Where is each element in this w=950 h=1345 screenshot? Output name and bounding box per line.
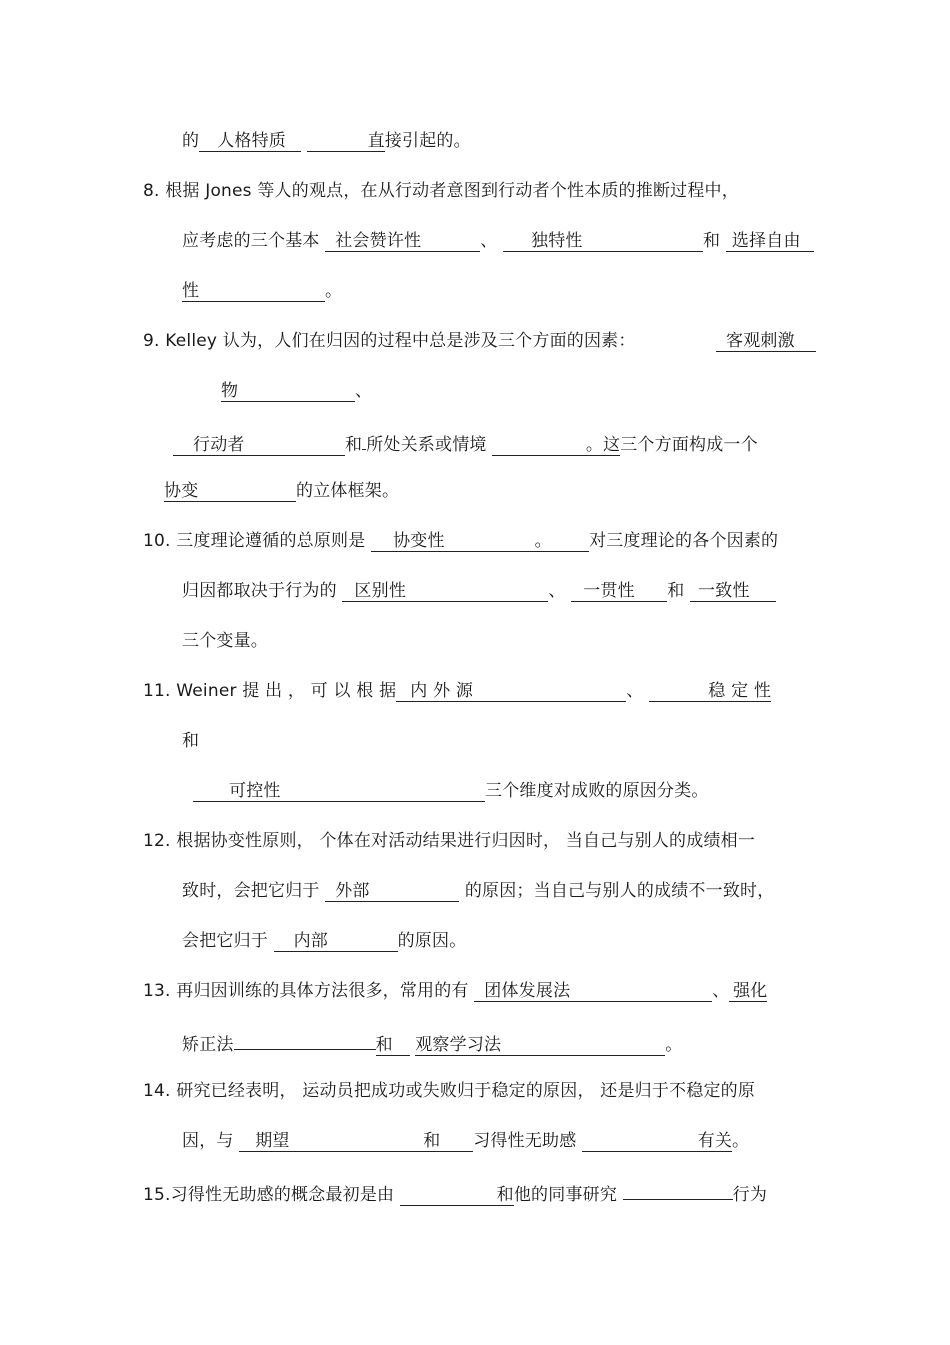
q14-answer-2: 习得性无助感	[473, 1131, 577, 1151]
q9-answer-3: 所处关系或情境	[366, 435, 487, 455]
q9-answer-1a: 客观刺激	[716, 331, 816, 352]
q12-answer-1: 外部	[325, 881, 459, 902]
q15-line-1	[143, 1179, 767, 1203]
q9-answer-1b: 物	[221, 381, 355, 402]
q12-text-1: 根据协变性原则， 个体在对活动结果进行归因时， 当自己与别人的成绩相一	[176, 831, 756, 851]
q11-text-1: Weiner 提 出 ， 可 以 根 据	[176, 681, 397, 701]
q9-text-end: 的立体框架。	[296, 481, 400, 501]
q10-answer-1: 协变性 。	[371, 531, 589, 552]
q12-line-2	[182, 879, 774, 903]
q8-intro: 根据 Jones 等人的观点，在从行动者意图到行动者个性本质的推断过程中，	[165, 181, 739, 201]
q8-line-3	[182, 279, 342, 303]
q12-text-2: 致时，会把它归于	[182, 881, 320, 901]
q7-text: 的	[182, 131, 200, 151]
q15-text-2: 他的同事研究	[513, 1185, 618, 1205]
q13-answer-1: 团体发展法	[474, 981, 712, 1002]
q15-number: 15.	[143, 1185, 171, 1205]
q13-answer-3: 观察学习法	[415, 1035, 665, 1056]
q15-text-3: 行为	[732, 1185, 768, 1205]
q8-sep: 、	[480, 231, 498, 251]
q11-text-2: 三个维度对成败的原因分类。	[485, 781, 709, 801]
q10-line-1	[143, 529, 778, 553]
q10-and: 和	[667, 581, 685, 601]
q13-answer-2a: 强化	[729, 981, 767, 1002]
q9-line-3	[173, 429, 758, 453]
q13-sep: 、	[712, 981, 730, 1001]
q11-line-1	[143, 679, 771, 703]
q8-answer-3b: 性	[182, 281, 325, 302]
q14-end: 。	[732, 1131, 750, 1151]
q11-line-2	[182, 729, 199, 753]
q12-text-4: 会把它归于	[182, 931, 268, 951]
q13-number: 13.	[143, 981, 171, 1001]
q14-number: 14.	[143, 1081, 171, 1101]
q13-blank-2	[234, 1029, 376, 1050]
q10-text-3: 归因都取决于行为的	[182, 581, 337, 601]
q13-line-2	[182, 1029, 682, 1053]
q11-answer-2: 稳 定 性	[649, 681, 771, 702]
q14-text-2: 因，与	[182, 1131, 234, 1151]
q13-text-1: 再归因训练的具体方法很多，常用的有	[176, 981, 469, 1001]
q9-and: 和	[345, 435, 363, 455]
q9-intro: Kelley 认为，人们在归因的过程中总是涉及三个方面的因素：	[165, 331, 636, 351]
q10-line-2	[182, 579, 776, 603]
q7-answer-1: 人格特质	[199, 131, 301, 152]
q10-line-3	[182, 629, 268, 653]
q10-number: 10.	[143, 531, 171, 551]
q14-answer-2-blank: 有关	[582, 1131, 732, 1152]
q9-answer-4: 协变	[164, 481, 296, 502]
q12-text-5: 的原因。	[397, 931, 467, 951]
q8-line-1	[143, 179, 739, 203]
q13-line-1	[143, 979, 767, 1003]
q13-end: 。	[665, 1035, 683, 1055]
q10-text-1: 三度理论遵循的总原则是	[176, 531, 366, 551]
q8-number: 8.	[143, 181, 160, 201]
q14-and: 和	[423, 1131, 473, 1152]
q9-answer-3-blank: 。这	[492, 435, 620, 456]
q15-text-1: 习得性无助感的概念最初是由	[170, 1185, 395, 1205]
q11-answer-3: 可控性	[193, 781, 485, 802]
q13-answer-2b: 矫正法	[182, 1035, 234, 1055]
q12-answer-2: 内部	[274, 931, 398, 952]
q8-answer-2: 独特性	[503, 231, 703, 252]
q9-text: 三个方面构成一个	[620, 435, 758, 455]
q7-line-1	[182, 129, 471, 153]
q11-sep: 、	[626, 681, 644, 701]
q14-line-1	[143, 1079, 755, 1103]
q13-and: 和	[376, 1035, 410, 1056]
q8-and: 和	[703, 231, 721, 251]
q14-answer-1: 期望	[239, 1131, 423, 1152]
q9-number: 9.	[143, 331, 160, 351]
q10-answer-4: 一致性	[690, 581, 776, 602]
q14-line-2	[182, 1129, 749, 1153]
q14-text-1: 研究已经表明， 运动员把成功或失败归于稳定的原因， 还是归于不稳定的原	[176, 1081, 756, 1101]
q12-line-3	[182, 929, 466, 953]
q12-number: 12.	[143, 831, 171, 851]
q9-line-1b	[716, 329, 816, 353]
q8-text: 应考虑的三个基本	[182, 231, 320, 251]
q8-answer-1: 社会赞许性	[325, 231, 480, 252]
q12-line-1	[143, 829, 755, 853]
q9-line-4	[164, 479, 399, 503]
q11-and: 和	[182, 731, 200, 751]
q9-line-1	[143, 329, 636, 353]
q8-end: 。	[325, 281, 343, 301]
q10-sep: 、	[548, 581, 566, 601]
q7-answer-2: 直	[307, 131, 385, 152]
q10-answer-1-end: 。	[534, 531, 552, 551]
q9-sep: 、	[355, 381, 373, 401]
q15-answer-2	[623, 1179, 733, 1200]
q7-text-end: 接引起的。	[384, 131, 471, 151]
q10-answer-2: 区别性	[342, 581, 548, 602]
q8-line-2	[182, 229, 814, 253]
q9-line-2	[221, 379, 372, 403]
q12-text-3: 的原因；当自己与别人的成绩不一致时，	[464, 881, 775, 901]
q8-answer-3a: 选择自由	[726, 231, 814, 252]
q10-text-4: 三个变量。	[182, 631, 268, 651]
q11-line-3	[193, 779, 709, 803]
q10-answer-3: 一贯性	[571, 581, 667, 602]
q15-answer-1: 和	[400, 1185, 514, 1206]
q9-answer-2: 行动者	[173, 435, 345, 456]
q10-text-2: 对三度理论的各个因素的	[589, 531, 779, 551]
q11-answer-1: 内 外 源	[396, 681, 626, 702]
q11-number: 11.	[143, 681, 171, 701]
